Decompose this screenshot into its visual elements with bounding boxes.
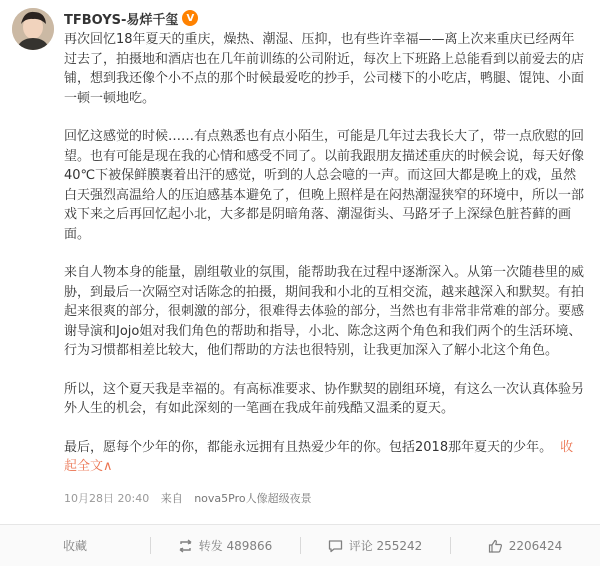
verified-badge-icon: V [182, 10, 198, 26]
action-bar [0, 524, 600, 566]
post-content [64, 30, 586, 477]
source-device[interactable]: nova5Pro人像超级夜景 [194, 492, 312, 505]
avatar-image [12, 8, 54, 50]
post-author[interactable] [64, 9, 198, 27]
thumbs-up-icon [488, 539, 503, 553]
avatar[interactable] [12, 8, 54, 50]
repost-icon [178, 539, 193, 553]
comment-button[interactable] [300, 525, 450, 566]
post-paragraph-4: 所以，这个夏天我是幸福的。有高标准要求、协作默契的剧组环境，有这么一次认真体验另外人生的机会，有如此深刻的一笔画在我成年前残酷又温柔的夏天。 [64, 381, 585, 416]
post-source [161, 492, 320, 505]
post-paragraph-3: 来自人物本身的能量，剧组敬业的氛围，能帮助我在过程中逐渐深入。从第一次随巷里的威胁，到最后一次隔空对话陈念的拍摄，期间我和小北的互相交流，越来越深入和默契。有拍起来很爽的部分，很刺激的部分，很难得去体验的部分，当然也有非常非常难的部分。要感谢导演和Jojo姐对我们角色的帮助和指导，小北、陈念这两个角色和我们两个的生活环境、行为习惯都相差比较大，他们帮助的方法也很特别，让我更加深入了解小北这个角色。 [64, 265, 585, 358]
favorite-label: 收藏 [62, 539, 87, 553]
post-meta [64, 490, 328, 506]
repost-button[interactable] [150, 525, 300, 566]
post-timestamp[interactable]: 10月28日 20:40 [64, 492, 150, 505]
source-prefix: 来自 [160, 492, 183, 505]
comment-icon [328, 539, 343, 553]
like-count: 2206424 [508, 538, 563, 553]
chevron-up-icon: ∧ [103, 459, 113, 474]
post-paragraph-5-text: 最后，愿每个少年的你，都能永远拥有且热爱少年的你。包括2018那年夏天的少年。 [64, 439, 553, 455]
post-paragraph-5 [64, 438, 586, 477]
post-paragraph-2: 回忆这感觉的时候……有点熟悉也有点小陌生，可能是几年过去我长大了，带一点欣慰的回望。也有可能是现在我的心情和感受不同了。以前我跟朋友描述重庆的时候会说，每天好像40℃下被保鲜膜裹着出汗的感觉，听到的人总会噫的一声。而这回大都是晚上的戏，虽然白天强烈高温给人的压迫感基本避免了，但晚上照样是在闷热潮湿狭窄的环境中，所以一部戏下来之后再回忆起小北，大多都是阴暗角落、潮湿街头、马路牙子上深绿色脏苔藓的画面。 [64, 129, 585, 242]
favorite-button[interactable] [0, 525, 150, 566]
comment-label: 评论 255242 [348, 539, 423, 553]
like-button[interactable] [450, 525, 600, 566]
repost-label: 转发 489866 [198, 539, 273, 553]
post-paragraph-1: 再次回忆18年夏天的重庆，燥热、潮湿、压抑，也有些许幸福——离上次来重庆已经两年过去了，拍摄地和酒店也在几年前训练的公司附近，每次上下班路上总能看到以前爱去的店铺，想到我还像个小不点的那个时候最爱吃的抄手，公司楼下的小吃店，鸭腿、馄饨、小面一顿一顿地吃。 [64, 32, 585, 106]
author-name[interactable]: TFBOYS-易烊千玺 [64, 12, 179, 28]
collapse-label: 收起全文 [64, 439, 574, 474]
